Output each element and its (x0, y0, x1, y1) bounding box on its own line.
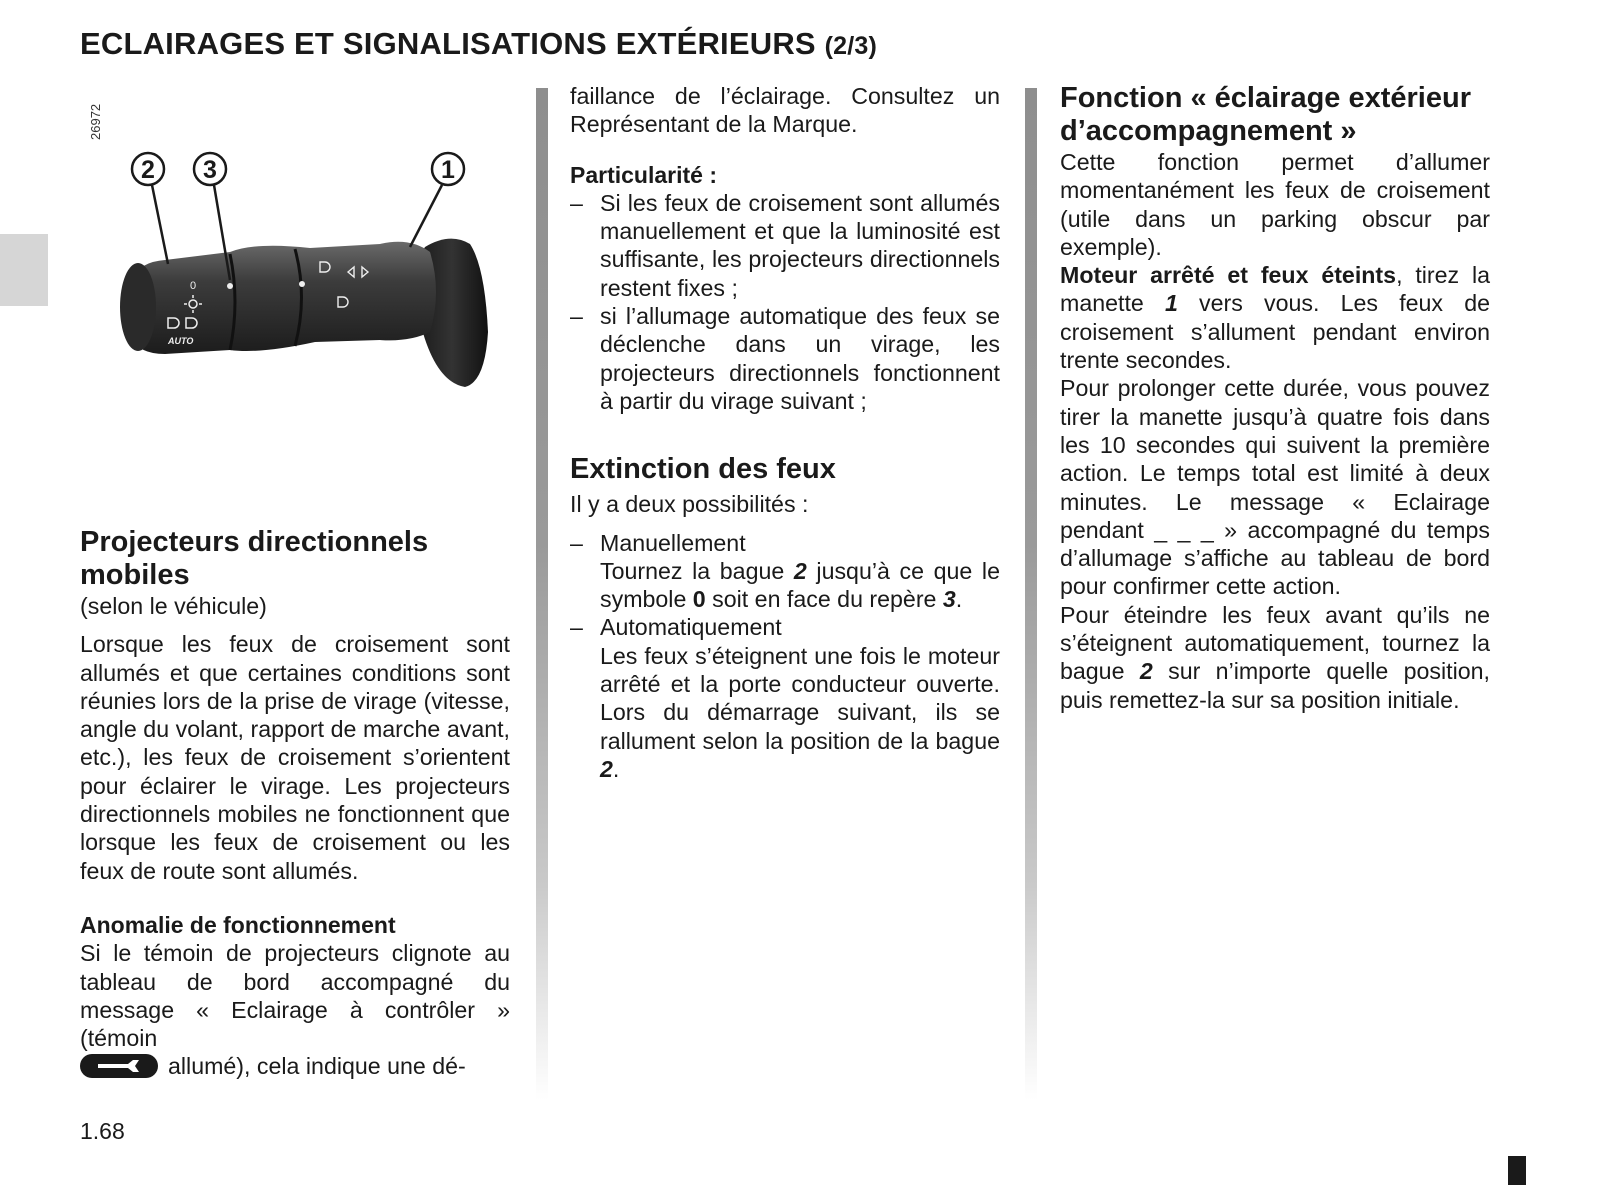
bullet-item: – si l’allumage automatique des feux se déclenche dans un virage, les projecteurs directionnels fonctionnent à partir du virage suivant ; (570, 303, 1000, 414)
column-2 (570, 82, 1000, 783)
callout-1-leader (410, 185, 442, 247)
stalk-end-cap (120, 263, 156, 351)
figure-ref: 26972 (88, 103, 103, 140)
heading-anomaly: Anomalie de fonctionnement (80, 911, 396, 938)
column-divider-right (1025, 88, 1037, 1100)
heading-extinction: Extinction des feux (570, 453, 836, 486)
title-text: ECLAIRAGES ET SIGNALISATIONS EXTÉRIEURS (80, 26, 816, 61)
paragraph-engine-off: Moteur arrêté et feux éteints, tirez la manette 1 vers vous. Les feux de croisement s’allument pendant environ trente secondes. (1060, 262, 1490, 374)
page-title (80, 26, 877, 62)
paragraph-prolong: Pour prolonger cette durée, vous pouvez tirer la manette jusqu’à quatre fois dans les 10 secondes qui suivent la première action. Le temps total est limité à deux minutes. Le message « Eclairage pendant _ _ _ » accompagné du temps d’allumage s’affiche au tableau de bord pour confirmer cette action. (1060, 375, 1490, 600)
wrench-icon (80, 1054, 158, 1078)
svg-text:1: 1 (441, 156, 455, 184)
bullet-item: – Si les feux de croisement sont allumés manuellement et que la luminosité est suffisante, les projecteurs directionnels restent fixes ; (570, 189, 1000, 301)
bullet-item: – Automatiquement Les feux s’éteignent une fois le moteur arrêté et la porte conducteur ouverte. Lors du démarrage suivant, ils se rallument selon la position de la bague 2. (570, 614, 1000, 782)
light-stalk-illustration (80, 92, 520, 412)
paragraph-continuation: faillance de l’éclairage. Consultez un Représentant de la Marque. (570, 83, 1000, 138)
manual-label: Manuellement (600, 529, 746, 556)
subtitle-vehicle: (selon le véhicule) (80, 593, 267, 619)
page-corner-mark (1508, 1156, 1526, 1185)
title-part: (2/3) (824, 32, 878, 60)
paragraph-anomaly: Si le témoin de projecteurs clignote au tableau de bord accompagné du message « Eclairage à contrôler » (témoin allumé), cela indique une dé- (80, 940, 510, 1080)
svg-text:3: 3 (203, 156, 217, 184)
reference-dot (227, 283, 233, 289)
paragraph-extinction-intro: Il y a deux possibilités : (570, 491, 809, 518)
section-tab (0, 234, 48, 306)
ring-auto-label: AUTO (168, 336, 194, 346)
paragraph-function-intro: Cette fonction permet d’allumer momentanément les feux de croisement (utile dans un parking obscur par exemple). (1060, 149, 1490, 260)
heading-accompaniment-lighting: Fonction « éclairage extérieur d’accompagnement » (1060, 82, 1471, 147)
callout-1 (432, 153, 464, 185)
callout-2-leader (152, 185, 168, 264)
callout-2 (132, 153, 164, 185)
auto-label: Automatiquement (600, 614, 782, 641)
svg-text:2: 2 (141, 156, 155, 184)
bullet-item: – Manuellement Tournez la bague 2 jusqu’à ce que le symbole 0 soit en face du repère 3. (570, 529, 1000, 613)
column-1 (80, 526, 510, 1081)
column-divider-left (536, 88, 548, 1100)
heading-directional-projectors: Projecteurs directionnels mobiles (80, 526, 429, 591)
page-number: 1.68 (80, 1118, 125, 1144)
paragraph-directional-projectors: Lorsque les feux de croisement sont allumés et que certaines conditions sont réunies lors de la prise de virage (vitesse, angle du volant, rapport de marche avant, etc.), les feux de croisement s’orientent pour éclairer le virage. Les projecteurs directionnels mobiles ne fonctionnent que lorsque les feux de croisement ou les feux de route sont allumés. (80, 631, 510, 884)
column-3 (1060, 82, 1490, 714)
reference-dot (299, 281, 305, 287)
heading-particularity: Particularité : (570, 161, 717, 188)
ring-mark-zero: 0 (190, 280, 197, 292)
paragraph-switch-off: Pour éteindre les feux avant qu’ils ne s’éteignent automatiquement, tournez la bague 2 sur n’importe quelle position, puis remettez-la sur sa position initiale. (1060, 601, 1490, 713)
callout-3 (194, 153, 226, 185)
